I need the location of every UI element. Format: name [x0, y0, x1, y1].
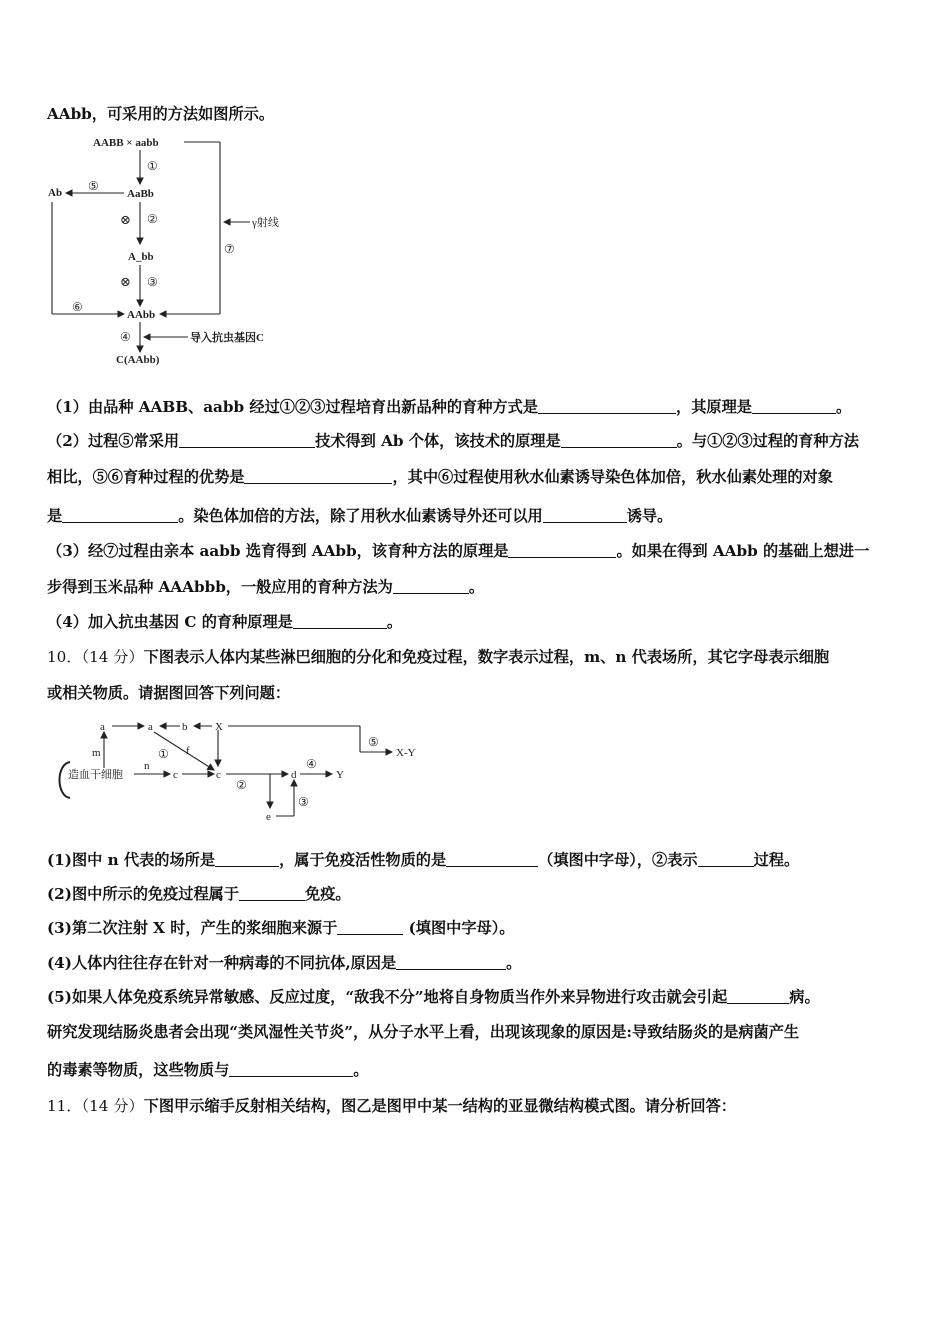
d-label: d [291, 769, 297, 781]
step4-label: ④ [120, 330, 131, 344]
q9-sub2-line1: （2）过程⑤常采用 技术得到 Ab 个体，该技术的原理是 。与①②③过程的育种方法 [47, 432, 859, 450]
q9-sub2-line3: 是 。染色体加倍的方法，除了用秋水仙素诱导外还可以用 诱导。 [47, 507, 673, 525]
m-label: m [92, 747, 101, 759]
n-label: n [144, 760, 150, 772]
p5-label: ⑤ [368, 735, 379, 749]
selfing-2: ⊗ [120, 274, 131, 289]
q10-sub5-line3: 的毒素等物质，这些物质与 。 [47, 1061, 369, 1079]
p4-label: ④ [306, 757, 317, 771]
x-label: X [215, 721, 223, 733]
gene-import-label: 导入抗虫基因C [190, 332, 264, 344]
stem-label: 造血干细胞 [68, 769, 123, 781]
q9-intro: AAbb，可采用的方法如图所示。 [47, 105, 275, 123]
q9-sub4: （4）加入抗虫基因 C 的育种原理是 。 [47, 613, 403, 631]
answer-blank[interactable] [215, 852, 279, 867]
answer-blank[interactable] [727, 989, 789, 1004]
answer-blank[interactable] [293, 614, 387, 629]
cross-label: AABB × aabb [93, 137, 159, 149]
q10-sub5-line1: (5)如果人体免疫系统异常敏感、反应过度，“敌我不分”地将自身物质当作外来异物进行攻击就会引起 病。 [47, 988, 820, 1006]
immune-diagram [52, 716, 432, 824]
answer-blank[interactable] [698, 852, 754, 867]
f1-label: AaBb [127, 188, 154, 200]
step3-label: ③ [147, 275, 158, 289]
f-label: f [186, 745, 190, 757]
answer-blank[interactable] [393, 579, 469, 594]
answer-blank[interactable] [244, 469, 392, 484]
selfing-1: ⊗ [120, 212, 131, 227]
q9-sub3-line2: 步得到玉米品种 AAAbbb，一般应用的育种方法为 。 [47, 578, 485, 596]
answer-blank[interactable] [508, 543, 616, 558]
q9-sub1: （1）由品种 AABB、aabb 经过①②③过程培育出新品种的育种方式是 ，其原理是 。 [47, 398, 852, 416]
answer-blank[interactable] [62, 508, 178, 523]
step1-label: ① [147, 159, 158, 173]
aabb-target-label: AAbb [127, 309, 156, 321]
answer-blank[interactable] [239, 886, 305, 901]
step5-label: ⑤ [88, 179, 99, 193]
a1-label: a [100, 721, 105, 733]
abb-label: A_bb [128, 251, 154, 263]
step6-label: ⑥ [72, 300, 83, 314]
final-label: C(AAbb) [116, 354, 160, 366]
q10-sub1: (1)图中 n 代表的场所是 ，属于免疫活性物质的是 （填图中字母），②表示 过程。 [47, 851, 800, 869]
answer-blank[interactable] [446, 852, 538, 867]
p2-label: ② [236, 778, 247, 792]
p1-label: ① [158, 747, 169, 761]
q10-sub2: (2)图中所示的免疫过程属于 免疫。 [47, 885, 351, 903]
e-label: e [266, 811, 271, 823]
q10-sub3: (3)第二次注射 X 时，产生的浆细胞来源于 (填图中字母）。 [47, 919, 515, 937]
q10-sub5-line2: 研究发现结肠炎患者会出现“类风湿性关节炎”，从分子水平上看，出现该现象的原因是:导致结肠炎的是病菌产生 [47, 1023, 800, 1041]
a2-label: a [148, 721, 153, 733]
c1-label: c [173, 769, 178, 781]
answer-blank[interactable] [396, 955, 506, 970]
q9-sub3-line1: （3）经⑦过程由亲本 aabb 选育得到 AAbb，该育种方法的原理是 。如果在得到 AAbb 的基础上想进一 [47, 542, 870, 560]
p3-label: ③ [298, 795, 309, 809]
breeding-diagram [44, 134, 304, 366]
ray-label: γ射线 [252, 217, 279, 229]
b-label: b [182, 721, 188, 733]
q11-stem: 11．（14 分）下图甲示缩手反射相关结构，图乙是图甲中某一结构的亚显微结构模式图。请分析回答： [47, 1097, 736, 1115]
answer-blank[interactable] [538, 399, 676, 414]
answer-blank[interactable] [179, 433, 315, 448]
q10-sub4: (4)人体内往往存在针对一种病毒的不同抗体,原因是 。 [47, 954, 522, 972]
step2-label: ② [147, 212, 158, 226]
step7-label: ⑦ [224, 242, 235, 256]
xy-label: X-Y [396, 747, 416, 759]
q10-stem-line2: 或相关物质。请据图回答下列问题： [47, 684, 290, 702]
answer-blank[interactable] [543, 508, 627, 523]
q10-stem-line1: 10．（14 分）下图表示人体内某些淋巴细胞的分化和免疫过程，数字表示过程，m、n 代表场所，其它字母表示细胞 [47, 648, 830, 666]
ab-label: Ab [48, 187, 63, 199]
c2-label: c [216, 769, 221, 781]
y-label: Y [336, 769, 344, 781]
q9-sub2-line2: 相比，⑤⑥育种过程的优势是 ，其中⑥过程使用秋水仙素诱导染色体加倍，秋水仙素处理的对象 [47, 468, 833, 486]
answer-blank[interactable] [337, 920, 403, 935]
answer-blank[interactable] [561, 433, 677, 448]
answer-blank[interactable] [229, 1062, 353, 1077]
answer-blank[interactable] [752, 399, 836, 414]
